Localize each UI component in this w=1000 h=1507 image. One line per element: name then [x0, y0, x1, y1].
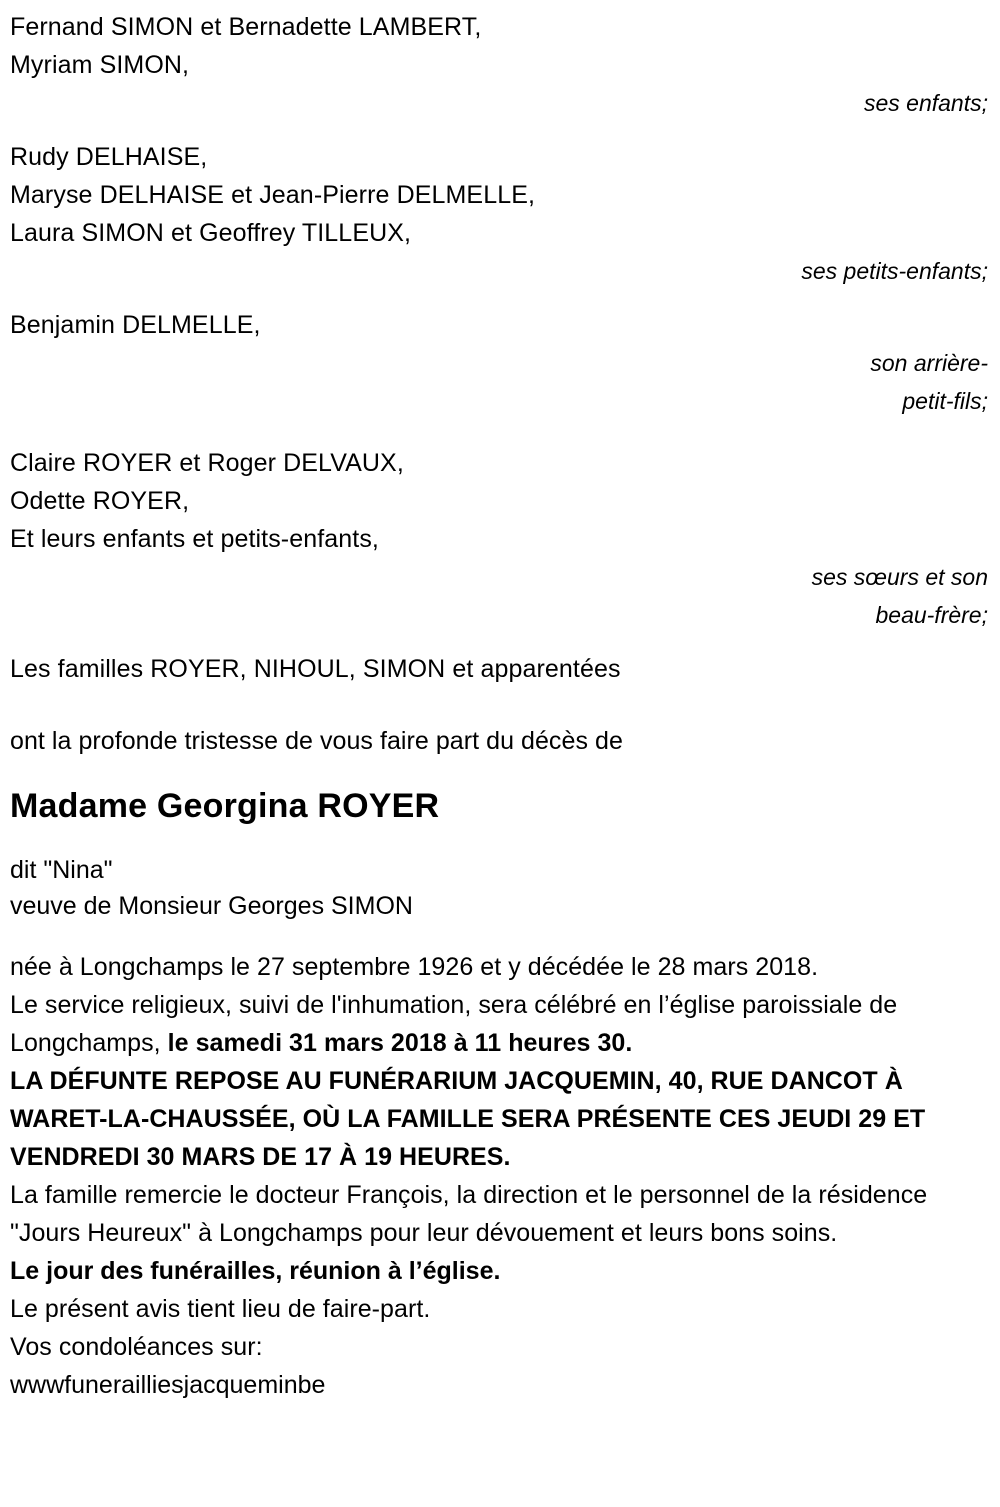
funerarium-notice: LA DÉFUNTE REPOSE AU FUNÉRARIUM JACQUEMIN, 40, RUE DANCOT À WARET-LA-CHAUSSÉE, OÙ LA FAMILLE SERA PRÉSENTE CES JEUDI 29 ET VENDREDI 30 MARS DE 17 À 19 HEURES.: [10, 1067, 926, 1171]
spacer: [10, 290, 988, 306]
service-datetime: le samedi 31 mars 2018 à 11 heures 30.: [167, 1029, 633, 1057]
relation-label-sisters-line2: beau-frère;: [875, 602, 988, 628]
relation-label-great-grandson-line2: petit-fils;: [902, 388, 988, 414]
spacer: [10, 760, 988, 784]
spacer: [10, 122, 988, 138]
relatives-group-children: [10, 8, 988, 122]
relative-name: Fernand SIMON et Bernadette LAMBERT,: [10, 13, 482, 41]
relation-label-great-grandson-line1: son arrière-: [870, 350, 988, 376]
relatives-group-great-grandson: [10, 306, 988, 420]
relation-label-sisters-line1: ses sœurs et son: [811, 564, 988, 590]
spacer: [10, 420, 988, 444]
condolences-label: Vos condoléances sur:: [10, 1333, 263, 1361]
relative-name: Laura SIMON et Geoffrey TILLEUX,: [10, 219, 412, 247]
deceased-spouse: veuve de Monsieur Georges SIMON: [10, 892, 413, 920]
relative-name: Et leurs enfants et petits-enfants,: [10, 525, 379, 553]
service-details: [10, 986, 988, 1062]
deceased-nickname: dit "Nina": [10, 856, 113, 884]
spacer: [10, 688, 988, 722]
relatives-group-families: [10, 650, 988, 688]
relative-name: Myriam SIMON,: [10, 51, 190, 79]
spacer: [10, 634, 988, 650]
service-text: Le service religieux, suivi de l'inhumation, sera célébré en l’église paroissiale de Longchamps,: [10, 991, 898, 1057]
relation-label-children: ses enfants;: [863, 90, 988, 116]
legal-notice: Le présent avis tient lieu de faire-part.: [10, 1295, 431, 1323]
relative-name: Odette ROYER,: [10, 487, 190, 515]
relative-name: Maryse DELHAISE et Jean-Pierre DELMELLE,: [10, 181, 536, 209]
relative-name: Benjamin DELMELLE,: [10, 311, 261, 339]
condolences-url[interactable]: wwwfunerailliesjacqueminbe: [10, 1371, 326, 1399]
announcement-intro: ont la profonde tristesse de vous faire part du décès de: [10, 727, 623, 755]
relatives-group-grandchildren: [10, 138, 988, 290]
relatives-group-sisters: [10, 444, 988, 634]
notice-content: [10, 8, 988, 1404]
meeting-note: Le jour des funérailles, réunion à l’église.: [10, 1257, 501, 1285]
deceased-name: Madame Georgina ROYER: [10, 787, 440, 825]
relative-name: Claire ROYER et Roger DELVAUX,: [10, 449, 404, 477]
spacer: [10, 828, 988, 852]
relative-name: Rudy DELHAISE,: [10, 143, 208, 171]
thanks-paragraph: La famille remercie le docteur François, la direction et le personnel de la résidence "Jours Heureux" à Longchamps pour leur dévouement et leurs bons soins.: [10, 1181, 928, 1247]
relation-label-grandchildren: ses petits-enfants;: [801, 258, 988, 284]
birth-death-line: née à Longchamps le 27 septembre 1926 et y décédée le 28 mars 2018.: [10, 953, 819, 981]
spacer: [10, 924, 988, 948]
relative-name: Les familles ROYER, NIHOUL, SIMON et apparentées: [10, 655, 621, 683]
